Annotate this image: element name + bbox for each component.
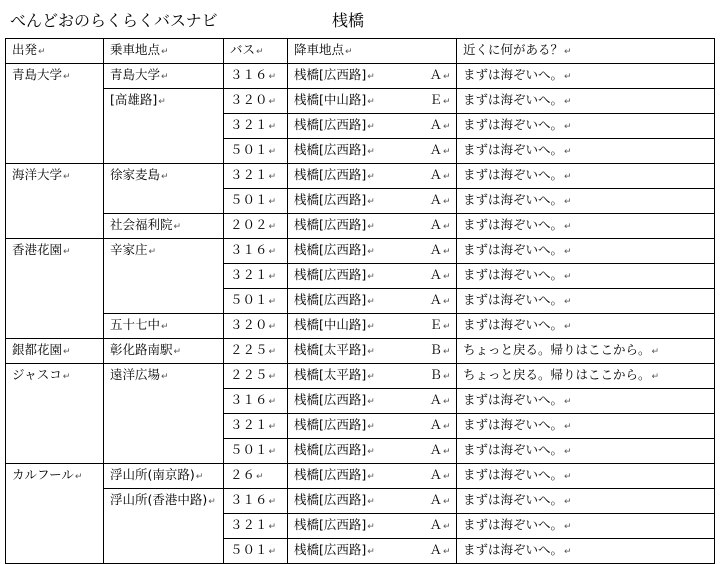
bus-number-cell: ３２１↵: [224, 264, 288, 289]
gate-cell: Ｅ↵: [421, 314, 457, 339]
alighting-stop-cell: 桟橋[広西路]↵: [288, 189, 421, 214]
table-row: [6, 489, 715, 514]
bus-number-cell: ３１６↵: [224, 239, 288, 264]
alighting-stop-cell: 桟橋[中山路]↵: [288, 89, 421, 114]
table-row: [6, 389, 715, 414]
boarding-stop-cell: [104, 189, 224, 214]
alighting-stop-cell: 桟橋[広西路]↵: [288, 464, 421, 489]
bus-number-cell: ２０２↵: [224, 214, 288, 239]
bus-number-cell: ３２０↵: [224, 89, 288, 114]
origin-cell: [6, 489, 104, 514]
destination-title: 桟橋: [332, 11, 365, 30]
table-row: [6, 89, 715, 114]
nearby-note-cell: まずは海ぞいへ。↵: [457, 239, 715, 264]
alighting-stop-cell: 桟橋[広西路]↵: [288, 214, 421, 239]
alighting-stop-cell: 桟橋[広西路]↵: [288, 114, 421, 139]
boarding-stop-cell: 五十七中↵: [104, 314, 224, 339]
origin-cell: 香港花園↵: [6, 239, 104, 264]
boarding-stop-cell: 社会福利院↵: [104, 214, 224, 239]
gate-cell: Ａ↵: [421, 439, 457, 464]
gate-cell: Ａ↵: [421, 239, 457, 264]
origin-cell: [6, 89, 104, 114]
nearby-note-cell: まずは海ぞいへ。↵: [457, 264, 715, 289]
bus-number-cell: ５０１↵: [224, 189, 288, 214]
nearby-note-cell: まずは海ぞいへ。↵: [457, 389, 715, 414]
nearby-note-cell: まずは海ぞいへ。↵: [457, 164, 715, 189]
boarding-stop-cell: [104, 539, 224, 564]
nearby-note-cell: まずは海ぞいへ。↵: [457, 489, 715, 514]
bus-number-cell: ５０１↵: [224, 539, 288, 564]
origin-cell: [6, 414, 104, 439]
origin-cell: 海洋大学↵: [6, 164, 104, 189]
origin-cell: ジャスコ↵: [6, 364, 104, 389]
alighting-stop-cell: 桟橋[広西路]↵: [288, 139, 421, 164]
nearby-note-cell: ちょっと戻る。帰りはここから。↵: [457, 339, 715, 364]
table-row: [6, 139, 715, 164]
origin-cell: [6, 539, 104, 564]
table-row: [6, 539, 715, 564]
bus-number-cell: ３２１↵: [224, 514, 288, 539]
alighting-stop-cell: 桟橋[広西路]↵: [288, 439, 421, 464]
alighting-stop-cell: 桟橋[広西路]↵: [288, 389, 421, 414]
origin-cell: 銀都花園↵: [6, 339, 104, 364]
nearby-note-cell: まずは海ぞいへ。↵: [457, 539, 715, 564]
alighting-stop-cell: 桟橋[広西路]↵: [288, 489, 421, 514]
nearby-note-cell: ちょっと戻る。帰りはここから。↵: [457, 364, 715, 389]
alighting-stop-cell: 桟橋[広西路]↵: [288, 539, 421, 564]
header-boarding-stop: 乗車地点↵: [104, 39, 224, 64]
nearby-note-cell: まずは海ぞいへ。↵: [457, 139, 715, 164]
document-title: べんどおのらくらくバスナビ: [10, 11, 218, 30]
boarding-stop-cell: 遠洋広場↵: [104, 364, 224, 389]
origin-cell: [6, 314, 104, 339]
table-row: [6, 64, 715, 89]
alighting-stop-cell: 桟橋[広西路]↵: [288, 514, 421, 539]
gate-cell: Ａ↵: [421, 64, 457, 89]
nearby-note-cell: まずは海ぞいへ。↵: [457, 114, 715, 139]
table-row: [6, 414, 715, 439]
gate-cell: Ａ↵: [421, 539, 457, 564]
origin-cell: [6, 214, 104, 239]
origin-cell: [6, 439, 104, 464]
bus-number-cell: ３１６↵: [224, 389, 288, 414]
alighting-stop-cell: 桟橋[広西路]↵: [288, 164, 421, 189]
alighting-stop-cell: 桟橋[広西路]↵: [288, 414, 421, 439]
nearby-note-cell: まずは海ぞいへ。↵: [457, 189, 715, 214]
boarding-stop-cell: 青島大学↵: [104, 64, 224, 89]
gate-cell: Ａ↵: [421, 289, 457, 314]
boarding-stop-cell: 彰化路南駅↵: [104, 339, 224, 364]
nearby-note-cell: まずは海ぞいへ。↵: [457, 514, 715, 539]
boarding-stop-cell: [104, 289, 224, 314]
boarding-stop-cell: 浮山所(南京路)↵: [104, 464, 224, 489]
table-row: [6, 114, 715, 139]
boarding-stop-cell: 浮山所(香港中路)↵: [104, 489, 224, 514]
gate-cell: Ａ↵: [421, 514, 457, 539]
gate-cell: Ａ↵: [421, 489, 457, 514]
nearby-note-cell: まずは海ぞいへ。↵: [457, 464, 715, 489]
origin-cell: [6, 289, 104, 314]
origin-cell: [6, 189, 104, 214]
gate-cell: Ｂ↵: [421, 339, 457, 364]
bus-number-cell: ２２５↵: [224, 339, 288, 364]
origin-cell: [6, 114, 104, 139]
table-row: [6, 439, 715, 464]
boarding-stop-cell: [104, 414, 224, 439]
origin-cell: カルフール↵: [6, 464, 104, 489]
boarding-stop-cell: [104, 439, 224, 464]
gate-cell: Ａ↵: [421, 189, 457, 214]
table-row: [6, 364, 715, 389]
bus-number-cell: ５０１↵: [224, 439, 288, 464]
gate-cell: Ａ↵: [421, 139, 457, 164]
table-row: [6, 339, 715, 364]
gate-cell: Ｅ↵: [421, 89, 457, 114]
boarding-stop-cell: [104, 114, 224, 139]
table-row: [6, 214, 715, 239]
alighting-stop-cell: 桟橋[太平路]↵: [288, 364, 421, 389]
table-row: [6, 239, 715, 264]
boarding-stop-cell: [104, 264, 224, 289]
bus-number-cell: ３２０↵: [224, 314, 288, 339]
gate-cell: Ａ↵: [421, 214, 457, 239]
alighting-stop-cell: 桟橋[広西路]↵: [288, 239, 421, 264]
boarding-stop-cell: [104, 389, 224, 414]
table-row: [6, 314, 715, 339]
table-row: [6, 464, 715, 489]
gate-cell: Ａ↵: [421, 389, 457, 414]
gate-cell: Ａ↵: [421, 464, 457, 489]
origin-cell: [6, 514, 104, 539]
boarding-stop-cell: 辛家庄↵: [104, 239, 224, 264]
gate-cell: Ａ↵: [421, 414, 457, 439]
bus-number-cell: ３２１↵: [224, 114, 288, 139]
header-alighting-stop: 降車地点↵: [288, 39, 457, 64]
nearby-note-cell: まずは海ぞいへ。↵: [457, 439, 715, 464]
origin-cell: [6, 389, 104, 414]
header-nearby: 近くに何がある？↵: [457, 39, 715, 64]
alighting-stop-cell: 桟橋[太平路]↵: [288, 339, 421, 364]
boarding-stop-cell: [104, 514, 224, 539]
nearby-note-cell: まずは海ぞいへ。↵: [457, 214, 715, 239]
alighting-stop-cell: 桟橋[広西路]↵: [288, 264, 421, 289]
table-row: [6, 264, 715, 289]
nearby-note-cell: まずは海ぞいへ。↵: [457, 64, 715, 89]
origin-cell: [6, 264, 104, 289]
bus-number-cell: ５０１↵: [224, 289, 288, 314]
table-row: [6, 164, 715, 189]
bus-number-cell: ２２５↵: [224, 364, 288, 389]
nearby-note-cell: まずは海ぞいへ。↵: [457, 414, 715, 439]
header-origin: 出発↵: [6, 39, 104, 64]
boarding-stop-cell: [104, 139, 224, 164]
gate-cell: Ａ↵: [421, 264, 457, 289]
bus-number-cell: ５０１↵: [224, 139, 288, 164]
nearby-note-cell: まずは海ぞいへ。↵: [457, 289, 715, 314]
alighting-stop-cell: 桟橋[広西路]↵: [288, 289, 421, 314]
bus-number-cell: ３２１↵: [224, 414, 288, 439]
gate-cell: Ｂ↵: [421, 364, 457, 389]
bus-number-cell: ３１６↵: [224, 489, 288, 514]
origin-cell: [6, 139, 104, 164]
origin-cell: 青島大学↵: [6, 64, 104, 89]
nearby-note-cell: まずは海ぞいへ。↵: [457, 314, 715, 339]
boarding-stop-cell: 徐家麦島↵: [104, 164, 224, 189]
bus-route-table: [5, 38, 715, 564]
gate-cell: Ａ↵: [421, 114, 457, 139]
bus-number-cell: ３１６↵: [224, 64, 288, 89]
bus-number-cell: ２６↵: [224, 464, 288, 489]
header-bus: バス↵: [224, 39, 288, 64]
table-header-row: [6, 39, 715, 64]
bus-number-cell: ３２１↵: [224, 164, 288, 189]
gate-cell: Ａ↵: [421, 164, 457, 189]
boarding-stop-cell: [高雄路]↵: [104, 89, 224, 114]
alighting-stop-cell: 桟橋[広西路]↵: [288, 64, 421, 89]
table-row: [6, 514, 715, 539]
table-row: [6, 189, 715, 214]
nearby-note-cell: まずは海ぞいへ。↵: [457, 89, 715, 114]
table-row: [6, 289, 715, 314]
alighting-stop-cell: 桟橋[中山路]↵: [288, 314, 421, 339]
